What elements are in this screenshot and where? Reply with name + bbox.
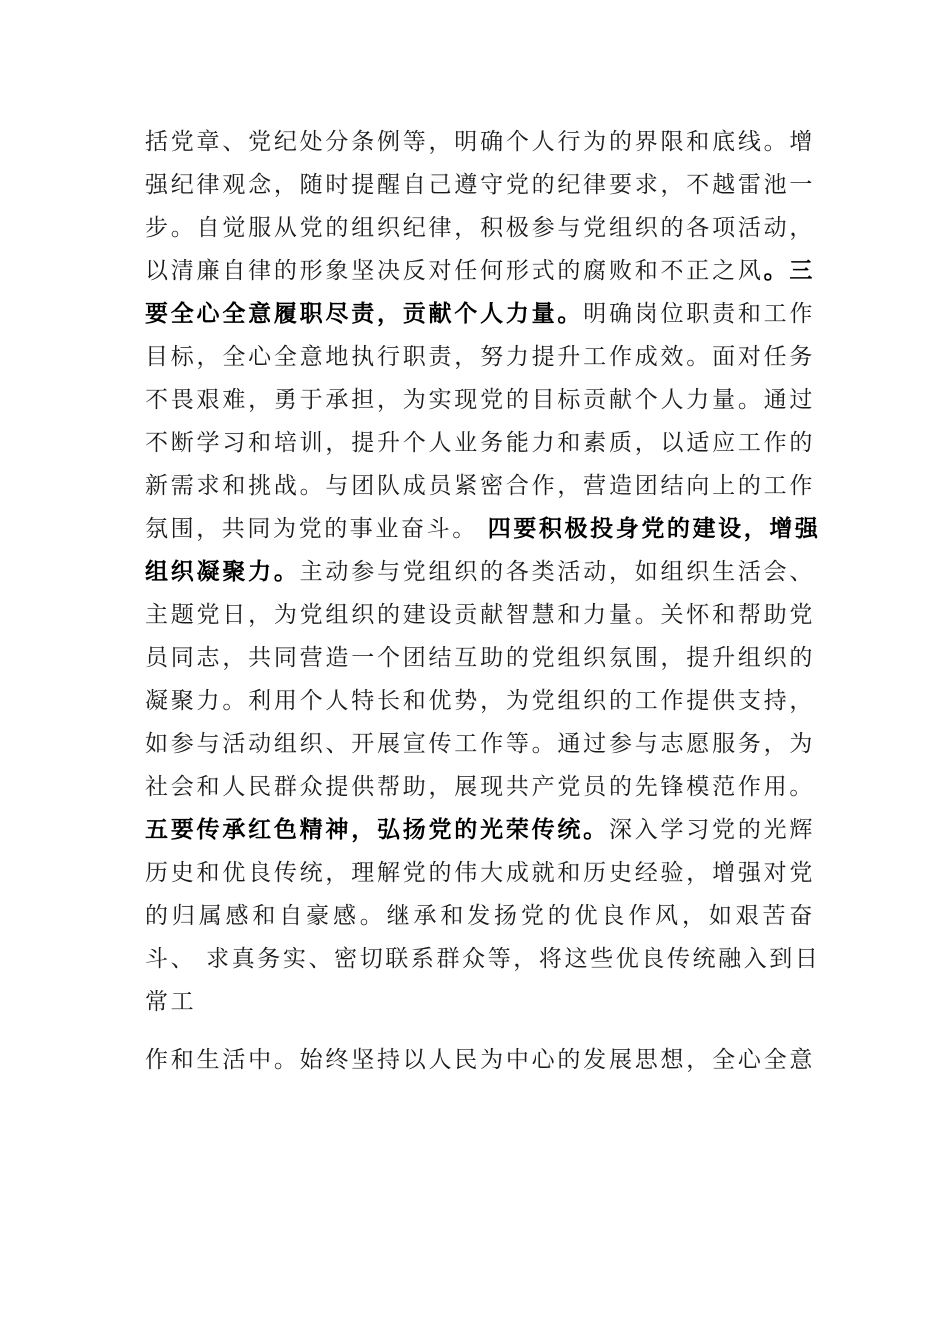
- text-line: [145, 643, 815, 673]
- body-text: 不断学习和培训，提升个人业务能力和素质，以适应工作的: [145, 430, 815, 456]
- text-line: [145, 471, 815, 501]
- body-text: 常工: [145, 989, 197, 1015]
- text-line: [145, 385, 815, 415]
- text-line: [145, 686, 815, 716]
- text-line: [145, 944, 821, 974]
- text-line: [145, 901, 815, 931]
- text-line: [145, 256, 815, 286]
- body-text: 凝聚力。利用个人特长和优势，为党组织的工作提供支持，: [145, 688, 815, 714]
- body-text: 主题党日，为党组织的建设贡献智慧和力量。关怀和帮助党: [145, 602, 815, 628]
- body-text: 主动参与党组织的各类活动，如组织生活会、: [299, 559, 815, 585]
- text-line: [145, 858, 815, 888]
- text-line: [145, 729, 815, 759]
- body-text: 社会和人民群众提供帮助，展现共产党员的先锋模范作用。: [145, 774, 815, 800]
- text-line: [145, 342, 815, 372]
- body-text: 的归属感和自豪感。继承和发扬党的优良作风，如艰苦奋: [145, 903, 815, 929]
- body-text: 步。自觉服从党的组织纪律，积极参与党组织的各项活动，: [145, 215, 815, 241]
- body-text: 作和生活中。始终坚持以人民为中心的发展思想，全心全意: [145, 1047, 815, 1073]
- body-text: 强纪律观念，随时提醒自己遵守党的纪律要求，不越雷池一: [145, 172, 815, 198]
- body-text: 氛围，共同为党的事业奋斗。: [145, 516, 488, 542]
- text-line: [145, 557, 815, 587]
- bold-heading-text: 五要传承红色精神，弘扬党的光荣传统。: [145, 816, 609, 843]
- body-text: 目标，全心全意地执行职责，努力提升工作成效。面对任务: [145, 344, 815, 370]
- body-text: 不畏艰难，勇于承担，为实现党的目标贡献个人力量。通过: [145, 387, 815, 413]
- text-line: [145, 1045, 815, 1075]
- body-text: 历史和优良传统，理解党的伟大成就和历史经验，增强对党: [145, 860, 815, 886]
- bold-heading-text: 。三: [763, 257, 816, 284]
- body-text: 深入学习党的光辉: [608, 817, 815, 843]
- bold-heading-text: 要全心全意履职尽责，贡献个人力量。: [145, 300, 584, 327]
- text-line: [145, 127, 815, 157]
- text-line: [145, 772, 815, 802]
- bold-heading-text: 组织凝聚力。: [145, 558, 300, 585]
- body-text: 新需求和挑战。与团队成员紧密合作，营造团结向上的工作: [145, 473, 815, 499]
- text-line: [145, 213, 815, 243]
- body-text: 以清廉自律的形象坚决反对任何形式的腐败和不正之风: [145, 258, 764, 284]
- body-text: 员同志，共同营造一个团结互助的党组织氛围，提升组织的: [145, 645, 815, 671]
- bold-heading-text: 四要积极投身党的建设，增强: [487, 515, 821, 542]
- body-text: 如参与活动组织、开展宣传工作等。通过参与志愿服务，为: [145, 731, 815, 757]
- text-line: [145, 600, 815, 630]
- text-line: [145, 170, 815, 200]
- text-line: [145, 815, 815, 845]
- body-text: 斗、 求真务实、密切联系群众等，将这些优良传统融入到日: [145, 946, 821, 972]
- body-text: 括党章、党纪处分条例等，明确个人行为的界限和底线。增: [145, 129, 815, 155]
- text-line: [145, 514, 821, 544]
- text-line: [145, 299, 815, 329]
- body-text: 明确岗位职责和工作: [583, 301, 815, 327]
- text-line: [145, 987, 815, 1017]
- text-line: [145, 428, 815, 458]
